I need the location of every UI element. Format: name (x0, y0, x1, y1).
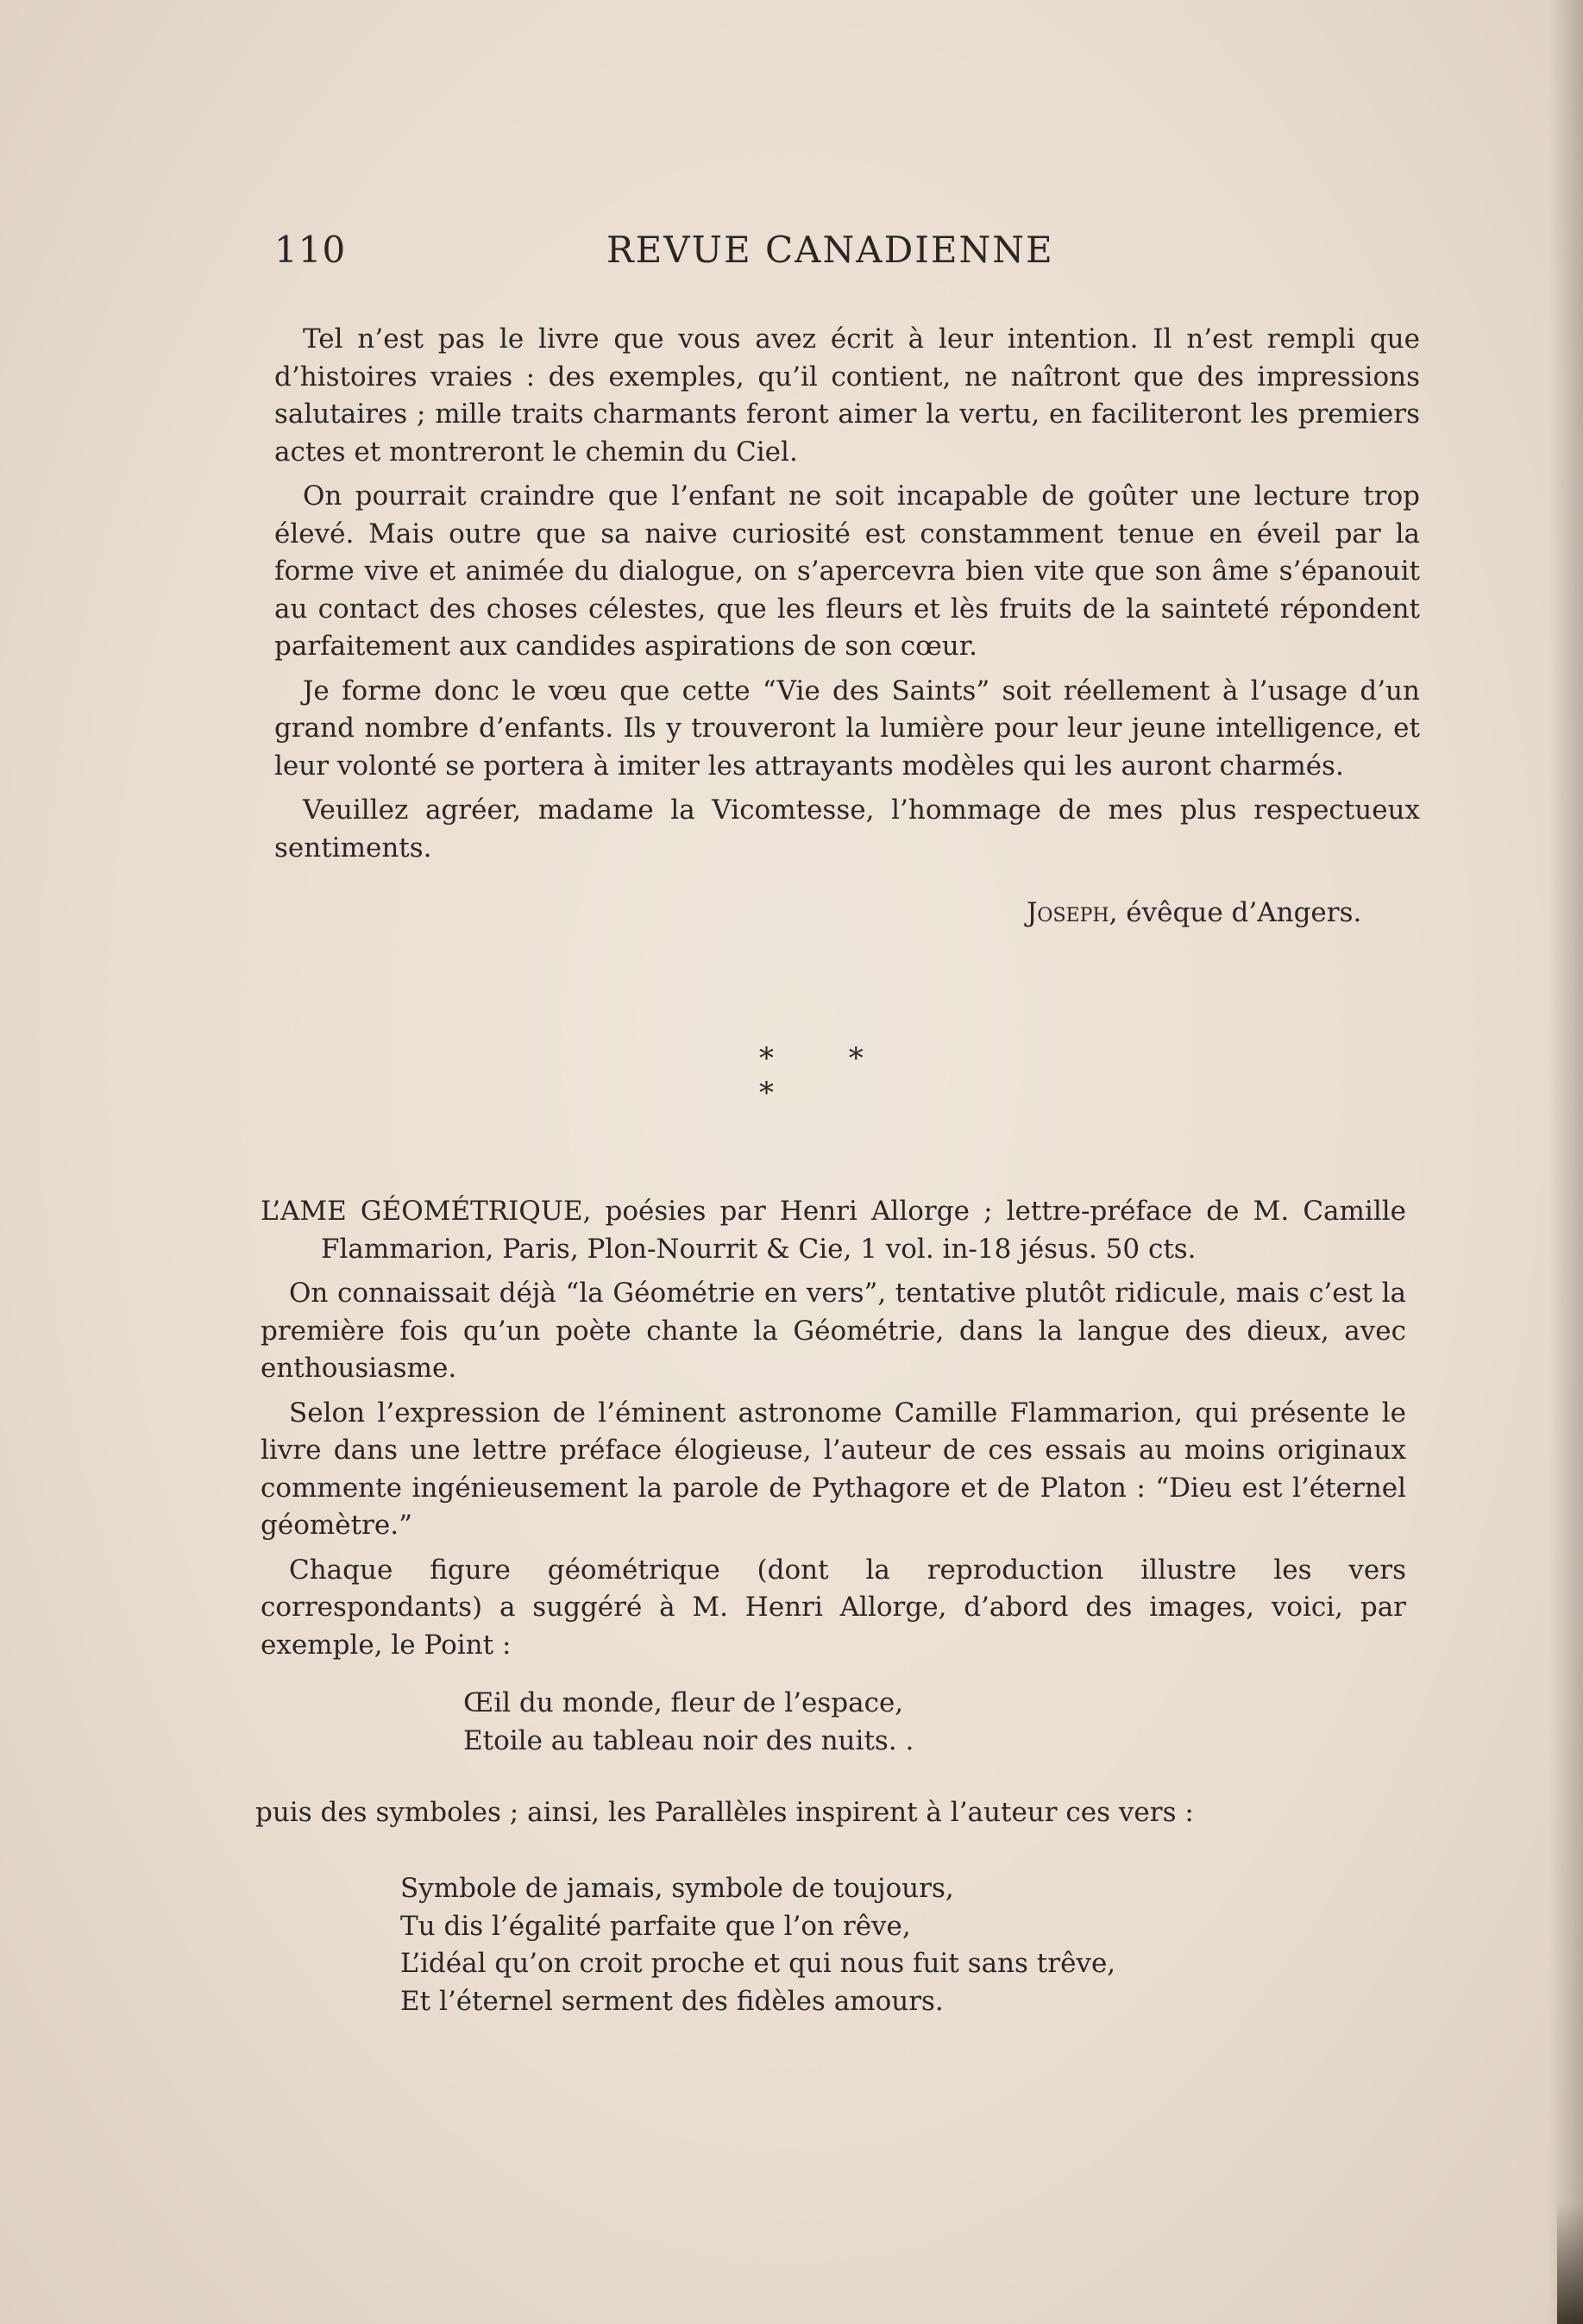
signature-title: , évêque d’Angers. (1109, 897, 1362, 928)
verse-line: L’idéal qu’on croit proche et qui nous fuit sans trêve, (400, 1948, 1116, 1979)
letter-paragraph: Tel n’est pas le livre que vous avez écrit à leur intention. Il n’est rempli que d’histoires vraies : des exemples, qu’il contient, ne naîtront que des impressions salutaires ; mille traits charmants feront aimer la vertu, en faciliteront les premiers actes et montreront le chemin du Ciel. (274, 323, 1420, 468)
page-corner-shadow (1557, 2203, 1583, 2324)
review-transition: puis des symboles ; ainsi, les Parallèles inspirent à l’auteur ces vers : (255, 1797, 1194, 1828)
verse-line: Tu dis l’égalité parfaite que l’on rêve, (400, 1910, 911, 1942)
review-paragraph: Selon l’expression de l’éminent astronome Camille Flammarion, qui présente le livre dans une lettre préface élogieuse, l’auteur de ces essais au moins originaux commente ingénieusement la parole de Pythagore et de Platon : “Dieu est l’éternel géomètre.” (261, 1397, 1406, 1541)
letter-paragraph: Je forme donc le vœu que cette “Vie des Saints” soit réellement à l’usage d’un grand nombre d’enfants. Ils y trouveront la lumière pour leur jeune intelligence, et leur volonté se portera à imiter les attrayants modèles qui les auront charmés. (274, 675, 1420, 782)
review-paragraph: On connaissait déjà “la Géométrie en vers”, tentative plutôt ridicule, mais c’est la première fois qu’un poète chante la Géométrie, dans la langue des dieux, avec enthousiasme. (261, 1278, 1406, 1384)
verse-line: Symbole de jamais, symbole de toujours, (400, 1873, 954, 1904)
journal-title: REVUE CANADIENNE (606, 229, 1054, 271)
running-head (274, 229, 1077, 280)
page-edge-shadow (1548, 0, 1583, 2324)
letter-paragraph: Veuillez agréer, madame la Vicomtesse, l’hommage de mes plus respectueux sentiments. (274, 795, 1420, 864)
review-paragraph: Chaque figure géométrique (dont la reproduction illustre les vers correspondants) a suggéré à M. Henri Allorge, d’abord des images, voici, par exemple, le Point : (261, 1554, 1406, 1661)
verse-line: Œil du monde, fleur de l’espace, (463, 1687, 904, 1718)
verse-quote-paralleles (400, 1870, 1115, 2020)
page-number: 110 (274, 229, 347, 271)
review-heading: L’AME GÉOMÉTRIQUE, poésies par Henri Allorge ; lettre-préface de M. Camille Flammarion, Paris, Plon-Nourrit & Cie, 1 vol. in-18 jésus. 50 cts. (261, 1196, 1406, 1265)
verse-line: Et l’éternel serment des fidèles amours. (400, 1985, 944, 2017)
letter-body (274, 321, 1420, 867)
signature-name: Joseph (1027, 897, 1109, 928)
letter-signature (1027, 897, 1361, 928)
review-body (261, 1193, 1406, 1664)
verse-quote-point (463, 1685, 914, 1760)
letter-paragraph: On pourrait craindre que l’enfant ne soit incapable de goûter une lecture trop élevé. Mais outre que sa naive curiosité est constamment tenue en éveil par la forme vive et animée du dialogue, on s’apercevra bien vite que son âme s’épanouit au contact des choses célestes, que les fleurs et lès fruits de la sainteté répondent parfaitement aux candides aspirations de son cœur. (274, 481, 1420, 662)
verse-line: Etoile au tableau noir des nuits. . (463, 1724, 914, 1756)
section-separator: * * * (759, 1041, 896, 1110)
